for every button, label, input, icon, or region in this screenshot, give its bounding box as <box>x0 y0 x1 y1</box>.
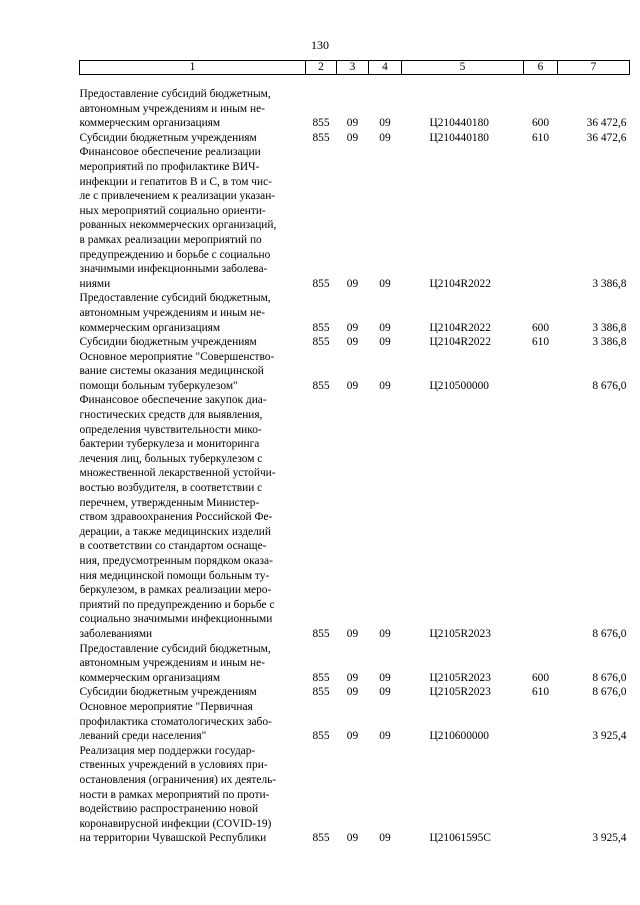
cell-name: Предоставление субсидий бюджетным, автономным учреждениям и иным не- коммерческим организациям <box>79 642 271 684</box>
cell-amount: 8 676,0 <box>592 686 627 699</box>
cell-name <box>80 744 306 846</box>
cell-section: 09 <box>346 321 359 334</box>
cell-target-item: Ц2105R2023 <box>429 627 491 640</box>
cell-name: Предоставление субсидий бюджетным, автономным учреждениям и иным не- коммерческим организациям <box>79 88 271 130</box>
cell-expense-type: 600 <box>531 117 550 130</box>
cell-amount: 3 925,4 <box>592 730 627 743</box>
cell-section: 09 <box>346 336 359 349</box>
cell-amount: 36 472,6 <box>586 117 627 130</box>
cell-expense-type <box>524 744 558 846</box>
cell-admin-code: 855 <box>312 730 330 743</box>
cell-admin-code: 855 <box>312 627 330 640</box>
table-row <box>80 87 630 131</box>
header-col-4: 4 <box>369 61 402 75</box>
cell-subsection: 09 <box>379 277 391 290</box>
cell-section: 09 <box>346 627 359 640</box>
cell-section: 09 <box>346 671 359 684</box>
cell-target-item: Ц210500000 <box>429 379 489 392</box>
cell-amount: 8 676,0 <box>592 671 627 684</box>
cell-name: Субсидии бюджетным учреждениям <box>79 336 257 349</box>
cell-expense-type: 600 <box>531 321 550 334</box>
cell-target-item: Ц2104R2022 <box>429 277 491 290</box>
cell-name: Финансовое обеспечение реализации мероприятий по профилактике ВИЧ- инфекции и гепатитов В и С, в том чис- ле с привлечением к реализации указан- ных мероприятий социально ориенти- рованных некоммерческих организаций, в рамках реализации мероприятий по предупреждению и борьбе с социально значимыми инфекционными заболева- ниями <box>79 146 277 290</box>
cell-name <box>80 131 306 146</box>
cell-section: 09 <box>346 117 359 130</box>
cell-admin-code: 855 <box>312 131 330 144</box>
budget-table <box>79 60 630 846</box>
header-col-1: 1 <box>80 61 306 75</box>
header-col-6: 6 <box>524 61 558 75</box>
cell-name: Субсидии бюджетным учреждениям <box>79 131 257 144</box>
cell-amount: 3 386,8 <box>592 321 627 334</box>
cell-amount: 8 676,0 <box>592 379 627 392</box>
cell-target-item: Ц2104R2022 <box>429 336 491 349</box>
cell-admin-code: 855 <box>312 336 330 349</box>
cell-subsection: 09 <box>379 117 391 130</box>
cell-name <box>80 685 306 700</box>
cell-name: Предоставление субсидий бюджетным, автономным учреждениям и иным не- коммерческим организациям <box>79 292 271 334</box>
cell-name <box>80 145 306 291</box>
header-row <box>80 61 630 75</box>
cell-section: 09 <box>346 730 359 743</box>
cell-expense-type <box>524 145 558 291</box>
cell-admin-code: 855 <box>312 832 330 845</box>
cell-target-item: Ц210440180 <box>429 117 489 130</box>
table-row <box>80 350 630 394</box>
table-body <box>80 75 630 846</box>
cell-amount: 36 472,6 <box>586 131 627 144</box>
cell-name <box>80 700 306 744</box>
cell-name: Субсидии бюджетным учреждениям <box>79 686 257 699</box>
cell-subsection: 09 <box>379 336 391 349</box>
table-row <box>80 744 630 846</box>
cell-expense-type: 610 <box>531 686 550 699</box>
header-col-2: 2 <box>306 61 337 75</box>
cell-expense-type: 610 <box>531 131 550 144</box>
cell-section: 09 <box>346 131 359 144</box>
cell-admin-code: 855 <box>312 686 330 699</box>
cell-expense-type: 610 <box>531 336 550 349</box>
table-row <box>80 291 630 335</box>
table-row <box>80 700 630 744</box>
cell-subsection: 09 <box>379 131 391 144</box>
cell-expense-type <box>524 700 558 744</box>
cell-amount: 3 386,8 <box>592 336 627 349</box>
cell-section: 09 <box>346 379 359 392</box>
cell-expense-type <box>524 350 558 394</box>
cell-admin-code: 855 <box>312 321 330 334</box>
cell-name <box>80 335 306 350</box>
cell-target-item: Ц210600000 <box>429 730 489 743</box>
cell-subsection: 09 <box>379 832 391 845</box>
header-col-3: 3 <box>337 61 369 75</box>
header-col-5: 5 <box>402 61 524 75</box>
cell-target-item: Ц2104R2022 <box>429 321 491 334</box>
cell-expense-type: 600 <box>531 671 550 684</box>
cell-amount: 3 925,4 <box>592 832 627 845</box>
cell-name: Реализация мер поддержки государ- ственных учреждений в условиях при- остановления (ограничения) их деятель- ности в рамках мероприятий по проти- водействию распространению новой коронавирусной инфекции (COVID-19) на территории Чувашской Республики <box>79 744 277 845</box>
header-col-7: 7 <box>558 61 630 75</box>
page-number: 130 <box>311 38 329 52</box>
cell-section: 09 <box>346 686 359 699</box>
cell-target-item: Ц21061595C <box>429 832 491 845</box>
cell-subsection: 09 <box>379 627 391 640</box>
cell-name <box>80 642 306 686</box>
cell-expense-type <box>524 393 558 641</box>
cell-section: 09 <box>346 277 359 290</box>
table-row <box>80 335 630 350</box>
table-row <box>80 131 630 146</box>
cell-name <box>80 350 306 394</box>
table-row <box>80 642 630 686</box>
table-row <box>80 145 630 291</box>
cell-section: 09 <box>346 832 359 845</box>
cell-admin-code: 855 <box>312 379 330 392</box>
spacer-row <box>80 75 630 88</box>
cell-subsection: 09 <box>379 686 391 699</box>
cell-subsection: 09 <box>379 671 391 684</box>
cell-admin-code: 855 <box>312 671 330 684</box>
cell-name <box>80 291 306 335</box>
cell-target-item: Ц2105R2023 <box>429 671 491 684</box>
cell-target-item: Ц210440180 <box>429 131 489 144</box>
cell-subsection: 09 <box>379 321 391 334</box>
cell-subsection: 09 <box>379 379 391 392</box>
cell-admin-code: 855 <box>312 117 330 130</box>
cell-amount: 3 386,8 <box>592 277 627 290</box>
cell-amount: 8 676,0 <box>592 627 627 640</box>
cell-name <box>80 393 306 641</box>
table-row <box>80 685 630 700</box>
cell-target-item: Ц2105R2023 <box>429 686 491 699</box>
cell-subsection: 09 <box>379 730 391 743</box>
cell-name <box>80 87 306 131</box>
cell-admin-code: 855 <box>312 277 330 290</box>
table-row <box>80 393 630 641</box>
cell-name: Основное мероприятие "Первичная профилактика стоматологических забо- леваний среди населения" <box>79 700 272 743</box>
cell-name: Финансовое обеспечение закупок диа- гностических средств для выявления, определения чувствительности мико- бактерии туберкулеза и мониторинга лечения лиц, больных туберкулезом с множественной лекарственной устойчи- востью возбудителя, в соответствии с перечнем, утвержденным Министер- ством здравоохранения Российской Фе- дерации, а также медицинских изделий в соответствии со стандартом оснаще- ния, предусмотренным порядком оказа- ния медицинской помощи больным ту- беркулезом, в рамках реализации меро- приятий по предупреждению и борьбе с социально значимыми инфекционными заболеваниями <box>79 394 276 640</box>
cell-name: Основное мероприятие "Совершенство- вание системы оказания медицинской помощи больным туберкулезом" <box>79 350 275 392</box>
